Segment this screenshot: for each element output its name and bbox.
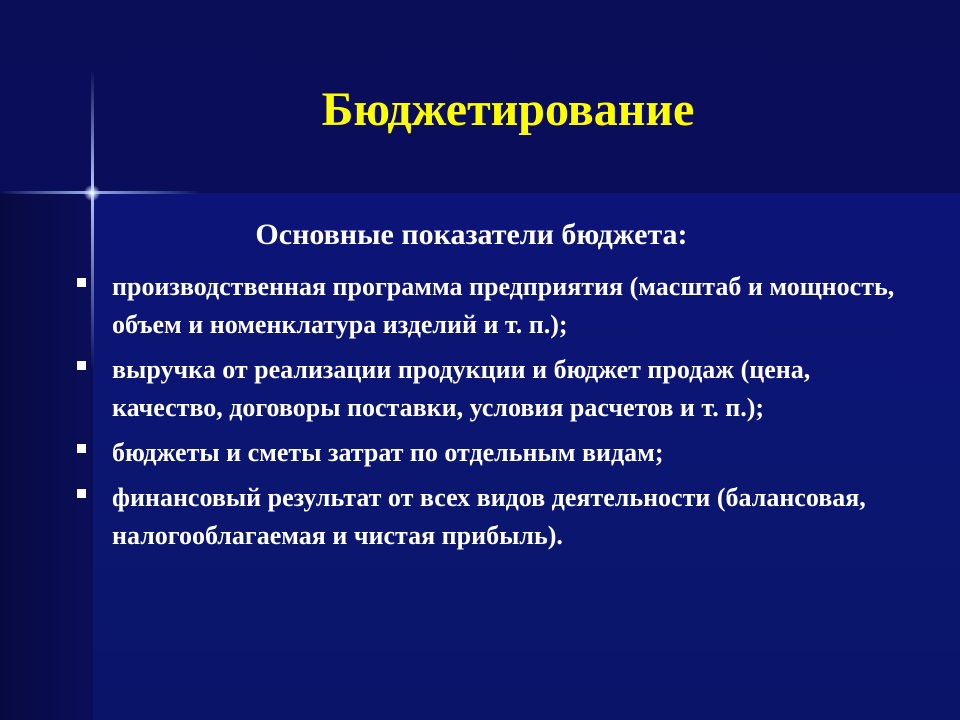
bullet-list [70,268,910,562]
list-item [70,268,910,344]
bullet-text: выручка от реализации продукции и бюджет продаж (цена, качество, договоры поставки, условия расчетов и т. п.); [112,355,811,422]
star-flare-horizontal-icon [0,191,200,194]
list-item [70,351,910,427]
square-bullet-icon [77,444,86,453]
slide-title: Бюджетирование [321,83,695,136]
slide-subtitle: Основные показатели бюджета: [255,218,688,251]
square-bullet-icon [77,278,86,287]
list-item [70,479,910,555]
bullet-text: бюджеты и сметы затрат по отдельным видам; [112,438,664,467]
bullet-text: производственная программа предприятия (масштаб и мощность, объем и номенклатура изделий и т. п.); [112,272,895,339]
square-bullet-icon [77,361,86,370]
square-bullet-icon [77,489,86,498]
bullet-text: финансовый результат от всех видов деятельности (балансовая, налогооблагаемая и чистая прибыль). [112,483,866,550]
star-flare-icon [84,185,100,201]
list-item [70,434,910,472]
